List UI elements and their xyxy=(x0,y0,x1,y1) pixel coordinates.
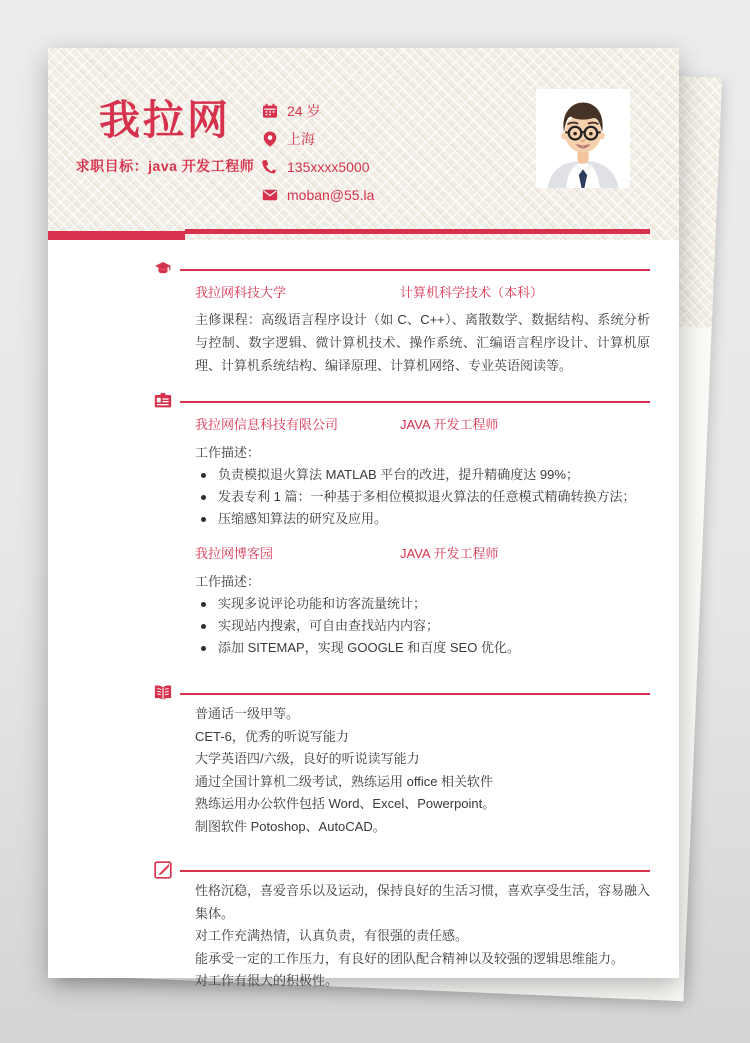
skill-line: 大学英语四/六级，良好的听说读写能力 xyxy=(195,751,420,766)
bullet-text: 压缩感知算法的研究及应用。 xyxy=(218,511,388,526)
contact-age-text: 24 岁 xyxy=(287,103,321,119)
evaluation-line: 能承受一定的工作压力，有良好的团队配合精神以及较强的逻辑思维能力。 xyxy=(195,950,625,966)
bullet-item xyxy=(195,464,650,486)
location-icon xyxy=(262,131,278,147)
company-name: 我拉网信息科技有限公司 xyxy=(195,417,339,432)
bullet-text: 发表专利 1 篇：一种基于多相位模拟退火算法的任意模式精确转换方法； xyxy=(218,489,636,504)
evaluation-lines xyxy=(195,880,650,993)
contact-phone-text: 135xxxx5000 xyxy=(287,159,370,175)
bullet-item xyxy=(195,486,650,508)
brand-block xyxy=(70,98,260,176)
section-divider xyxy=(180,693,650,695)
evaluation-line: 对工作有很大的积极性。 xyxy=(195,973,339,988)
evaluation-line: 对工作充满热情，认真负责，有很强的责任感。 xyxy=(195,928,469,943)
skills-section xyxy=(195,686,650,838)
bullet-text: 实现多说评论功能和访客流量统计； xyxy=(218,596,427,611)
contact-city xyxy=(262,130,374,148)
resume-header xyxy=(48,48,679,240)
graduation-cap-icon xyxy=(154,260,172,278)
work-bullet-list xyxy=(195,593,650,659)
skill-line: 普通话一级甲等。 xyxy=(195,706,300,721)
section-divider xyxy=(180,401,650,403)
bullet-item xyxy=(195,615,650,637)
contact-list xyxy=(262,102,374,214)
education-section xyxy=(195,262,650,377)
job-title: JAVA 开发工程师 xyxy=(400,546,499,561)
education-entry-header xyxy=(195,282,650,301)
skills-section-header xyxy=(180,686,650,695)
section-divider xyxy=(180,269,650,271)
skill-line: 通过全国计算机二级考试，熟练运用 office 相关软件 xyxy=(195,773,494,789)
work-description-label: 工作描述： xyxy=(195,445,261,460)
job-objective: 求职目标：java 开发工程师 xyxy=(75,158,255,175)
courses-paragraph: 主修课程：高级语言程序设计（如 C、C++）、离散数学、数据结构、系统分析与控制、数字逻辑、微计算机技术、操作系统、汇编语言程序设计、计算机原理、计算机系统结构、编译原理、计算机网络、专业英语阅读等。 xyxy=(195,312,650,373)
resume-page xyxy=(48,48,679,988)
bullet-item xyxy=(195,637,650,659)
logo-text: 我拉网 xyxy=(99,97,231,143)
phone-icon xyxy=(262,159,278,175)
resume-body xyxy=(195,262,650,993)
header-accent-bar-left xyxy=(48,231,185,240)
bullet-text: 添加 SITEMAP，实现 GOOGLE 和百度 SEO 优化。 xyxy=(218,640,520,655)
experience-entry xyxy=(195,543,650,659)
self-evaluation-section-header xyxy=(180,863,650,872)
job-title: JAVA 开发工程师 xyxy=(400,417,499,432)
bullet-text: 实现站内搜索，可自由查找站内内容； xyxy=(218,618,440,633)
email-icon xyxy=(262,187,278,203)
degree-name: 计算机科学技术（本科） xyxy=(400,285,544,300)
work-bullet-list xyxy=(195,464,650,530)
experience-entry-header xyxy=(195,543,650,562)
work-badge-icon xyxy=(154,392,172,410)
experience-section xyxy=(195,394,650,659)
calendar-icon xyxy=(262,103,278,119)
open-book-icon xyxy=(154,684,172,702)
self-evaluation-section xyxy=(195,863,650,993)
contact-email xyxy=(262,186,374,204)
evaluation-line: 性格沉稳，喜爱音乐以及运动，保持良好的生活习惯，喜欢享受生活，容易融入集体。 xyxy=(195,883,651,921)
skill-line: 制图软件 Potoshop、AutoCAD。 xyxy=(195,818,386,834)
skill-line: CET-6，优秀的听说写能力 xyxy=(195,728,349,744)
education-section-header xyxy=(180,262,650,271)
bullet-text: 负责模拟退火算法 MATLAB 平台的改进，提升精确度达 99%； xyxy=(218,467,579,482)
edit-pencil-icon xyxy=(154,861,172,879)
header-accent-bar-right xyxy=(185,229,650,234)
section-divider xyxy=(180,870,650,872)
contact-city-text: 上海 xyxy=(287,131,315,147)
company-name: 我拉网博客园 xyxy=(195,546,274,561)
experience-entry xyxy=(195,414,650,530)
bullet-item xyxy=(195,508,650,530)
experience-entry-header xyxy=(195,414,650,433)
experience-section-header xyxy=(180,394,650,403)
contact-phone xyxy=(262,158,374,176)
skill-line: 熟练运用办公软件包括 Word、Excel、Powerpoint。 xyxy=(195,796,496,811)
work-description-label: 工作描述： xyxy=(195,574,261,589)
contact-age xyxy=(262,102,374,120)
skills-lines xyxy=(195,703,650,838)
bullet-item xyxy=(195,593,650,615)
avatar xyxy=(536,89,630,188)
contact-email-text: moban@55.la xyxy=(287,187,375,203)
school-name: 我拉网科技大学 xyxy=(195,285,287,300)
